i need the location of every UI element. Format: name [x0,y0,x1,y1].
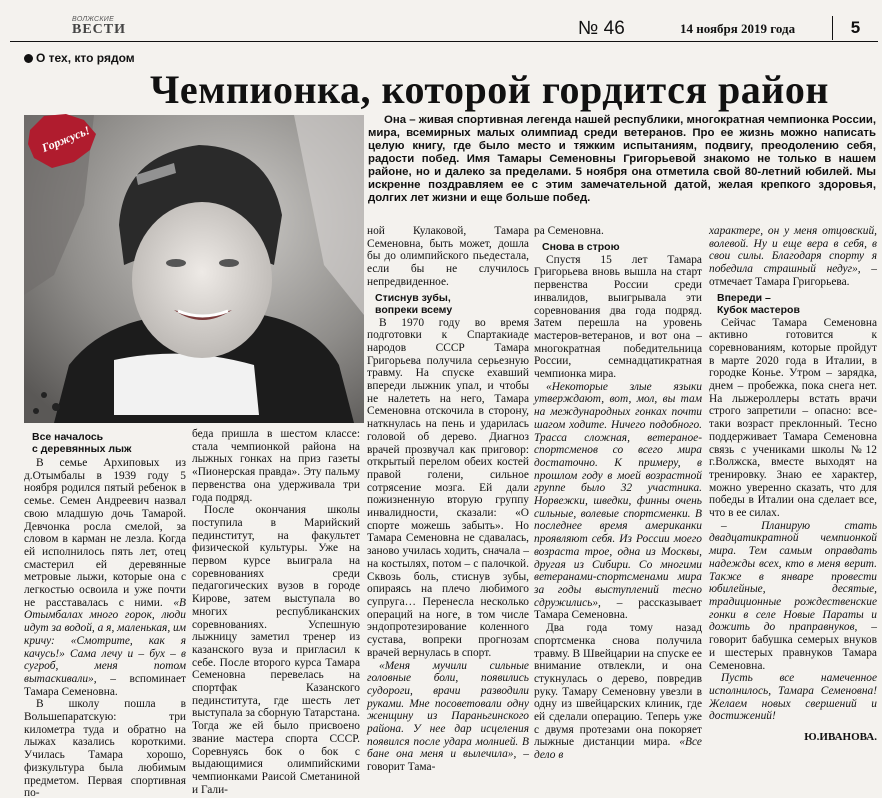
paragraph [534,381,702,622]
subheading-injury [367,292,529,316]
proud-badge [26,110,100,172]
quote-text: «Меня мучили сильные головные боли, появились судороги, врачи разводили руками. Мне посоветовали одну женщину из Параньгинского района. У нее дар исцеления появился после удара молнией. В бане она меня и вылечила», [367,659,529,761]
logo-top-line: ВОЛЖСКИЕ [72,16,115,23]
section-label-text: О тех, кто рядом [36,51,135,65]
paragraph: В 1970 году во время подготовки к Спартакиаде народов СССР Тамара Григорьева получила серьезную травму. На спуске ехавший впереди лыжник упал, и чтобы не налететь на него, Тамара Семеновна отскочила в сторону, наткнулась на пень и ударилась головой об дерево. Диагноз врачей прозвучал как приговор: открытый перелом обеих костей правой голени, сильное сотрясение мозга. Ей дали пожизненную вторую группу инвалидности, сказали: «О спорте можешь забыть». Но Тамара Семеновна не сдавалась, заново училась ходить, сначала – на костылях, потом – с палочкой. Сквозь боль, стиснув зубы, опираясь на плечо любимого супруга… Перенесла несколько операций на ноге, в том числе эндопротезирование коленного сустава, вопреки прогнозам врачей вернулась в спорт. [367,316,529,659]
section-label [24,50,154,68]
paragraph: После окончания школы поступила в Марийский пединститут, на факультет физической культуры. Уже на первом курсе выиграла на соревнованиях среди педагогических вузов в городе Кирове, затем выступала во многих республиканских соревнованиях. Успешную лыжницу заметил тренер из казанского вуза и пригласил к себе. После второго курса Тамара Семеновна перевелась на спортфак Казанского пединститута, где шесть лет выступала за сборную Татарстана. Тогда же ей было присвоено звание мастера спорта СССР. Соревнуясь бок о бок с выдающимися олимпийскими чемпионками Раисой Сметаниной и Гали- [192,504,360,796]
paragraph-text: – отмечает Тамара Григорьева. [709,263,877,288]
paragraph-text: – говорит Тама- [367,748,529,774]
page-number: 5 [832,16,878,40]
quote-text: «Некоторые злые языки утверждают, вот, мол, вы там на международных гонках почти шагом ходите. Ничего подобного. Трасса сложная, ветераное-спортсменов со всего мира достаточно. К примеру, в прошлом году в моей возрастной группе было 32 участника. Норвежки, шведки, финны очень сильные, волевые спортсменки. В последнее время американки проявляют себя. Из России моего возраста трое, одна из Москвы, другая из Сибири. Со многими ветеранами-спортсменами мира за годы выступлений тесно сдружились», [534,380,702,609]
paragraph: беда пришла в шестом классе: стала чемпионкой района на лыжных гонках на приз газеты «Пионерская правда». Эту пальму первенства она удерживала три года подряд. [192,428,360,504]
paragraph [709,225,877,289]
subheading-masters-cup [709,292,877,316]
logo-title: ВЕСТИ [72,22,127,37]
paragraph [709,520,877,672]
paragraph: Пусть все намеченное исполнилось, Тамара Семеновна! Желаем новых свершений и достижений! [709,672,877,723]
paragraph [367,660,529,774]
subheading-beginning [24,431,186,455]
subheading-line: Все началось [32,431,104,443]
article-column-4 [534,225,702,762]
bullet-icon [24,54,33,63]
badge-label: Горжусь! [39,123,92,155]
paragraph [534,622,702,762]
subheading-back-in-line: Снова в строю [542,240,620,253]
paragraph [24,457,186,698]
subheading-line: вопреки всему [375,303,453,316]
quote-text: «Все дело в [534,736,702,762]
paragraph-text: – вспоминает Тамара Семеновна. [24,672,186,698]
subheading-line: Впереди – [717,291,771,304]
paragraph-text: В семье Архиповых из д.Отымбалы в 1939 году 5 ноября родился пятый ребенок в семье. Семен Андреевич назвал свою младшую дочь Тамарой. Девчонка росла смелой, за словом в карман не лезла. Когда ей исполнилось пять лет, отец смастерил ей деревянные метровые лыжи, которые она с легкостью освоила и уже почти не расставалась с ними. [24,457,186,609]
subheading-line: с деревянных лыж [32,443,132,455]
paragraph: ра Семеновна. [534,225,604,237]
paragraph-text: Два года тому назад спортсменка снова получила травму. В Швейцарии на спуске ее внимание отвлекли, и она стукнулась о дерево, повредив руку. Тамару Семеновну увезли в одну из швейцарских клиник, где ей сделали операцию. Теперь уже с двумя протезами она покоряет лыжные дистанции мира. [534,622,702,749]
masthead [10,16,878,42]
paragraph: Сейчас Тамара Семеновна активно готовится к соревнованиям, которые пройдут в марте 2020 года в Италии, в городке Конье. Утром – зарядка, днем – пробежка, пока снега нет. На лыжероллеры встать врачи строго запретили – опасно: все-таки возраст преклонный. Тесно поддерживает Тамара Семеновна связь с учениками школы №12 г.Волжска, вместе выходят на тренировку. Знаю ее характер, можно уверенно сказать, что для победы в Италии она сделает все, что в ее силах. [709,316,877,520]
subheading-line: Кубок мастеров [717,303,800,316]
issue-number: № 46 [578,18,625,39]
article-column-2 [192,428,360,796]
paragraph: В школу пошла в Вольшепаратскую: три километра туда и обратно на лыжах казались короткими. Училась Тамара хорошо, физкультура была любимым предметом. Первая спортивная по- [24,698,186,798]
author-signature: Ю.ИВАНОВА. [804,731,877,744]
article-lead: Она – живая спортивная легенда нашей республики, многократная чемпионка России, мира, всемирных малых олимпиад среди ветеранов. Про ее жизнь можно написать целую книгу, где было место и тяжким испытаниям, подвигу, преодолению себя, радости побед. Имя Тамары Семеновны Григорьевой знакомо не только в нашем районе, но и далеко за пределами. 5 ноября она отметила свой 80-летний юбилей. Мы искренне поздравляем ее с этим замечательной датой, желая крепкого здоровья, долгих лет жизни и еще больше побед. [368,114,876,204]
article-column-5 [709,225,877,743]
paragraph-text: – рассказывает Тамара Семеновна. [534,596,702,622]
article-column-1 [24,428,186,798]
issue-date: 14 ноября 2019 года [680,21,796,36]
subheading-line: Стиснув зубы, [375,291,451,304]
paragraph: ной Кулаковой, Тамара Семеновна, быть может, дошла бы до олимпийского пьедестала, если бы не случилось непредвиденное. [367,225,529,288]
quote-text: характере, он у меня отцовский, волевой. Ну и еще вера в себя, в свои силы. Благодаря спорту я победила страшный недуг», [709,225,877,276]
quote-text: «В Отымбалах много горок, люди идут за водой, а я, маленькая, им кричу: «Смотрите, как я качусь!» Сама лечу и – бух – в сугроб, меня потом вытаскивали», [24,596,186,685]
article-headline: Чемпионка, которой гордится район [150,67,829,112]
paragraph: Спустя 15 лет Тамара Григорьева вновь вышла на старт первенства России среди инвалидов, выигрывала эти соревнования два года подряд. Затем перешла на уровень мастеров-ветеранов, и вот она – многократная победительница России, семнадцатикратная чемпионка мира. [534,253,702,381]
paragraph-text: – говорит бабушка семерых внуков и шестерых правнуков Тамара Семеновна. [709,621,877,672]
newspaper-logo [10,16,160,40]
article-column-3 [367,225,529,774]
quote-text: – Планирую стать двадцатикратной чемпионкой мира. Тем самым оправдать надежды всех, кто в меня верит. Также в январе провести юбилейные, десятые, традиционные рождественские гонки в селе Новые Параты и дожить до праправнуков, [709,519,877,634]
